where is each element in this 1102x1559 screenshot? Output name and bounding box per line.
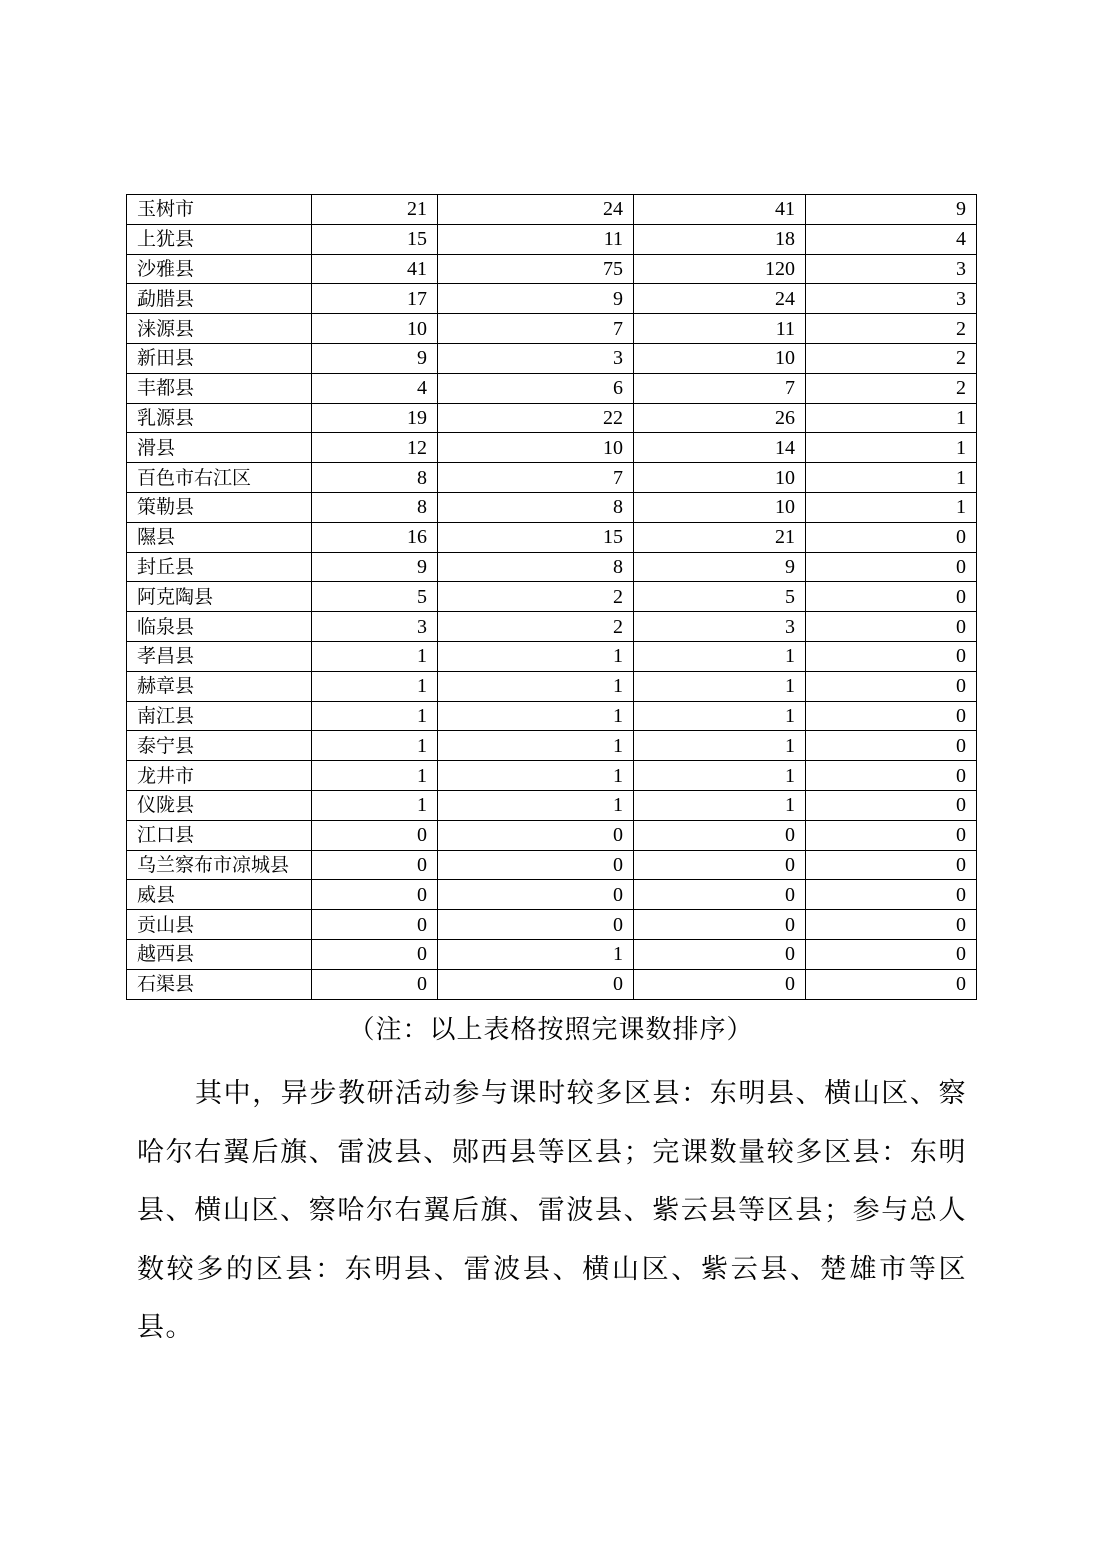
county-name-cell: 乳源县: [127, 403, 312, 433]
value-cell-4: 0: [806, 761, 977, 791]
value-cell-2: 7: [438, 463, 634, 493]
value-cell-1: 0: [312, 939, 438, 969]
value-cell-1: 0: [312, 910, 438, 940]
value-cell-1: 0: [312, 969, 438, 999]
table-row: [127, 939, 977, 969]
value-cell-3: 41: [634, 195, 806, 225]
value-cell-3: 24: [634, 284, 806, 314]
table-row: [127, 195, 977, 225]
value-cell-3: 1: [634, 790, 806, 820]
value-cell-4: 0: [806, 820, 977, 850]
value-cell-3: 14: [634, 433, 806, 463]
value-cell-2: 1: [438, 671, 634, 701]
table-row: [127, 552, 977, 582]
value-cell-3: 0: [634, 850, 806, 880]
value-cell-4: 2: [806, 314, 977, 344]
county-name-cell: 上犹县: [127, 224, 312, 254]
value-cell-1: 10: [312, 314, 438, 344]
value-cell-3: 0: [634, 880, 806, 910]
value-cell-3: 1: [634, 761, 806, 791]
value-cell-3: 7: [634, 373, 806, 403]
value-cell-1: 0: [312, 820, 438, 850]
table-row: [127, 314, 977, 344]
value-cell-2: 0: [438, 969, 634, 999]
value-cell-2: 10: [438, 433, 634, 463]
value-cell-4: 0: [806, 582, 977, 612]
county-name-cell: 乌兰察布市凉城县: [127, 850, 312, 880]
value-cell-2: 1: [438, 701, 634, 731]
value-cell-3: 10: [634, 492, 806, 522]
value-cell-2: 9: [438, 284, 634, 314]
value-cell-4: 2: [806, 373, 977, 403]
value-cell-2: 22: [438, 403, 634, 433]
table-row: [127, 641, 977, 671]
table-body: [127, 195, 977, 1000]
value-cell-1: 1: [312, 671, 438, 701]
value-cell-4: 1: [806, 492, 977, 522]
value-cell-4: 9: [806, 195, 977, 225]
value-cell-4: 1: [806, 403, 977, 433]
value-cell-1: 9: [312, 343, 438, 373]
value-cell-2: 0: [438, 850, 634, 880]
county-name-cell: 策勒县: [127, 492, 312, 522]
county-name-cell: 仪陇县: [127, 790, 312, 820]
county-name-cell: 新田县: [127, 343, 312, 373]
county-name-cell: 龙井市: [127, 761, 312, 791]
value-cell-4: 4: [806, 224, 977, 254]
table-row: [127, 433, 977, 463]
county-name-cell: 威县: [127, 880, 312, 910]
value-cell-3: 5: [634, 582, 806, 612]
table-row: [127, 254, 977, 284]
value-cell-1: 8: [312, 463, 438, 493]
value-cell-3: 1: [634, 671, 806, 701]
table-row: [127, 820, 977, 850]
value-cell-3: 0: [634, 820, 806, 850]
county-name-cell: 石渠县: [127, 969, 312, 999]
value-cell-2: 7: [438, 314, 634, 344]
county-name-cell: 孝昌县: [127, 641, 312, 671]
table-row: [127, 612, 977, 642]
county-name-cell: 百色市右江区: [127, 463, 312, 493]
value-cell-2: 0: [438, 820, 634, 850]
table-row: [127, 403, 977, 433]
table-row: [127, 373, 977, 403]
value-cell-4: 0: [806, 522, 977, 552]
value-cell-2: 15: [438, 522, 634, 552]
value-cell-4: 0: [806, 939, 977, 969]
value-cell-2: 0: [438, 880, 634, 910]
county-name-cell: 滑县: [127, 433, 312, 463]
value-cell-3: 0: [634, 939, 806, 969]
value-cell-4: 0: [806, 701, 977, 731]
value-cell-4: 0: [806, 671, 977, 701]
county-name-cell: 泰宁县: [127, 731, 312, 761]
value-cell-1: 1: [312, 641, 438, 671]
summary-paragraph: 其中，异步教研活动参与课时较多区县：东明县、横山区、察哈尔右翼后旗、雷波县、郧西县等区县；完课数量较多区县：东明县、横山区、察哈尔右翼后旗、雷波县、紫云县等区县；参与总人数较多的区县：东明县、雷波县、横山区、紫云县、楚雄市等区县。: [137, 1078, 967, 1343]
value-cell-3: 10: [634, 463, 806, 493]
table-row: [127, 850, 977, 880]
value-cell-3: 26: [634, 403, 806, 433]
value-cell-4: 0: [806, 910, 977, 940]
value-cell-2: 1: [438, 790, 634, 820]
value-cell-2: 8: [438, 552, 634, 582]
value-cell-1: 12: [312, 433, 438, 463]
value-cell-2: 0: [438, 910, 634, 940]
value-cell-1: 17: [312, 284, 438, 314]
value-cell-1: 0: [312, 850, 438, 880]
county-name-cell: 阿克陶县: [127, 582, 312, 612]
value-cell-3: 1: [634, 701, 806, 731]
value-cell-4: 3: [806, 254, 977, 284]
value-cell-1: 8: [312, 492, 438, 522]
value-cell-2: 1: [438, 761, 634, 791]
county-name-cell: 赫章县: [127, 671, 312, 701]
county-name-cell: 封丘县: [127, 552, 312, 582]
county-name-cell: 涞源县: [127, 314, 312, 344]
value-cell-1: 41: [312, 254, 438, 284]
table-row: [127, 582, 977, 612]
county-name-cell: 临泉县: [127, 612, 312, 642]
county-name-cell: 勐腊县: [127, 284, 312, 314]
county-stats-table: [126, 194, 977, 1000]
value-cell-4: 1: [806, 433, 977, 463]
value-cell-1: 15: [312, 224, 438, 254]
value-cell-2: 2: [438, 582, 634, 612]
county-name-cell: 越西县: [127, 939, 312, 969]
table-row: [127, 880, 977, 910]
value-cell-3: 0: [634, 910, 806, 940]
table-row: [127, 284, 977, 314]
value-cell-1: 21: [312, 195, 438, 225]
value-cell-1: 9: [312, 552, 438, 582]
value-cell-4: 0: [806, 969, 977, 999]
table-row: [127, 761, 977, 791]
value-cell-1: 4: [312, 373, 438, 403]
value-cell-1: 1: [312, 761, 438, 791]
value-cell-2: 3: [438, 343, 634, 373]
value-cell-3: 9: [634, 552, 806, 582]
table-row: [127, 343, 977, 373]
county-name-cell: 南江县: [127, 701, 312, 731]
value-cell-3: 1: [634, 731, 806, 761]
county-name-cell: 贡山县: [127, 910, 312, 940]
table-row: [127, 731, 977, 761]
table-row: [127, 492, 977, 522]
table-row: [127, 522, 977, 552]
county-name-cell: 隰县: [127, 522, 312, 552]
value-cell-4: 0: [806, 612, 977, 642]
value-cell-3: 18: [634, 224, 806, 254]
value-cell-2: 24: [438, 195, 634, 225]
value-cell-4: 0: [806, 641, 977, 671]
value-cell-1: 3: [312, 612, 438, 642]
value-cell-4: 3: [806, 284, 977, 314]
value-cell-2: 6: [438, 373, 634, 403]
value-cell-2: 1: [438, 731, 634, 761]
value-cell-4: 0: [806, 850, 977, 880]
value-cell-3: 11: [634, 314, 806, 344]
value-cell-3: 1: [634, 641, 806, 671]
value-cell-1: 16: [312, 522, 438, 552]
table-row: [127, 790, 977, 820]
value-cell-2: 1: [438, 939, 634, 969]
county-name-cell: 沙雅县: [127, 254, 312, 284]
value-cell-3: 10: [634, 343, 806, 373]
table-row: [127, 671, 977, 701]
value-cell-3: 21: [634, 522, 806, 552]
value-cell-2: 1: [438, 641, 634, 671]
value-cell-1: 1: [312, 731, 438, 761]
value-cell-1: 1: [312, 701, 438, 731]
value-cell-4: 2: [806, 343, 977, 373]
table-row: [127, 463, 977, 493]
value-cell-4: 0: [806, 552, 977, 582]
county-name-cell: 丰都县: [127, 373, 312, 403]
county-name-cell: 江口县: [127, 820, 312, 850]
value-cell-4: 0: [806, 731, 977, 761]
value-cell-2: 8: [438, 492, 634, 522]
table-note: （注：以上表格按照完课数排序）: [348, 1015, 754, 1045]
county-name-cell: 玉树市: [127, 195, 312, 225]
value-cell-3: 120: [634, 254, 806, 284]
value-cell-3: 3: [634, 612, 806, 642]
value-cell-4: 1: [806, 463, 977, 493]
value-cell-1: 19: [312, 403, 438, 433]
table-row: [127, 701, 977, 731]
value-cell-2: 75: [438, 254, 634, 284]
value-cell-4: 0: [806, 790, 977, 820]
table-row: [127, 910, 977, 940]
value-cell-1: 0: [312, 880, 438, 910]
value-cell-2: 11: [438, 224, 634, 254]
value-cell-2: 2: [438, 612, 634, 642]
value-cell-1: 1: [312, 790, 438, 820]
value-cell-1: 5: [312, 582, 438, 612]
table-row: [127, 969, 977, 999]
value-cell-3: 0: [634, 969, 806, 999]
table-row: [127, 224, 977, 254]
value-cell-4: 0: [806, 880, 977, 910]
